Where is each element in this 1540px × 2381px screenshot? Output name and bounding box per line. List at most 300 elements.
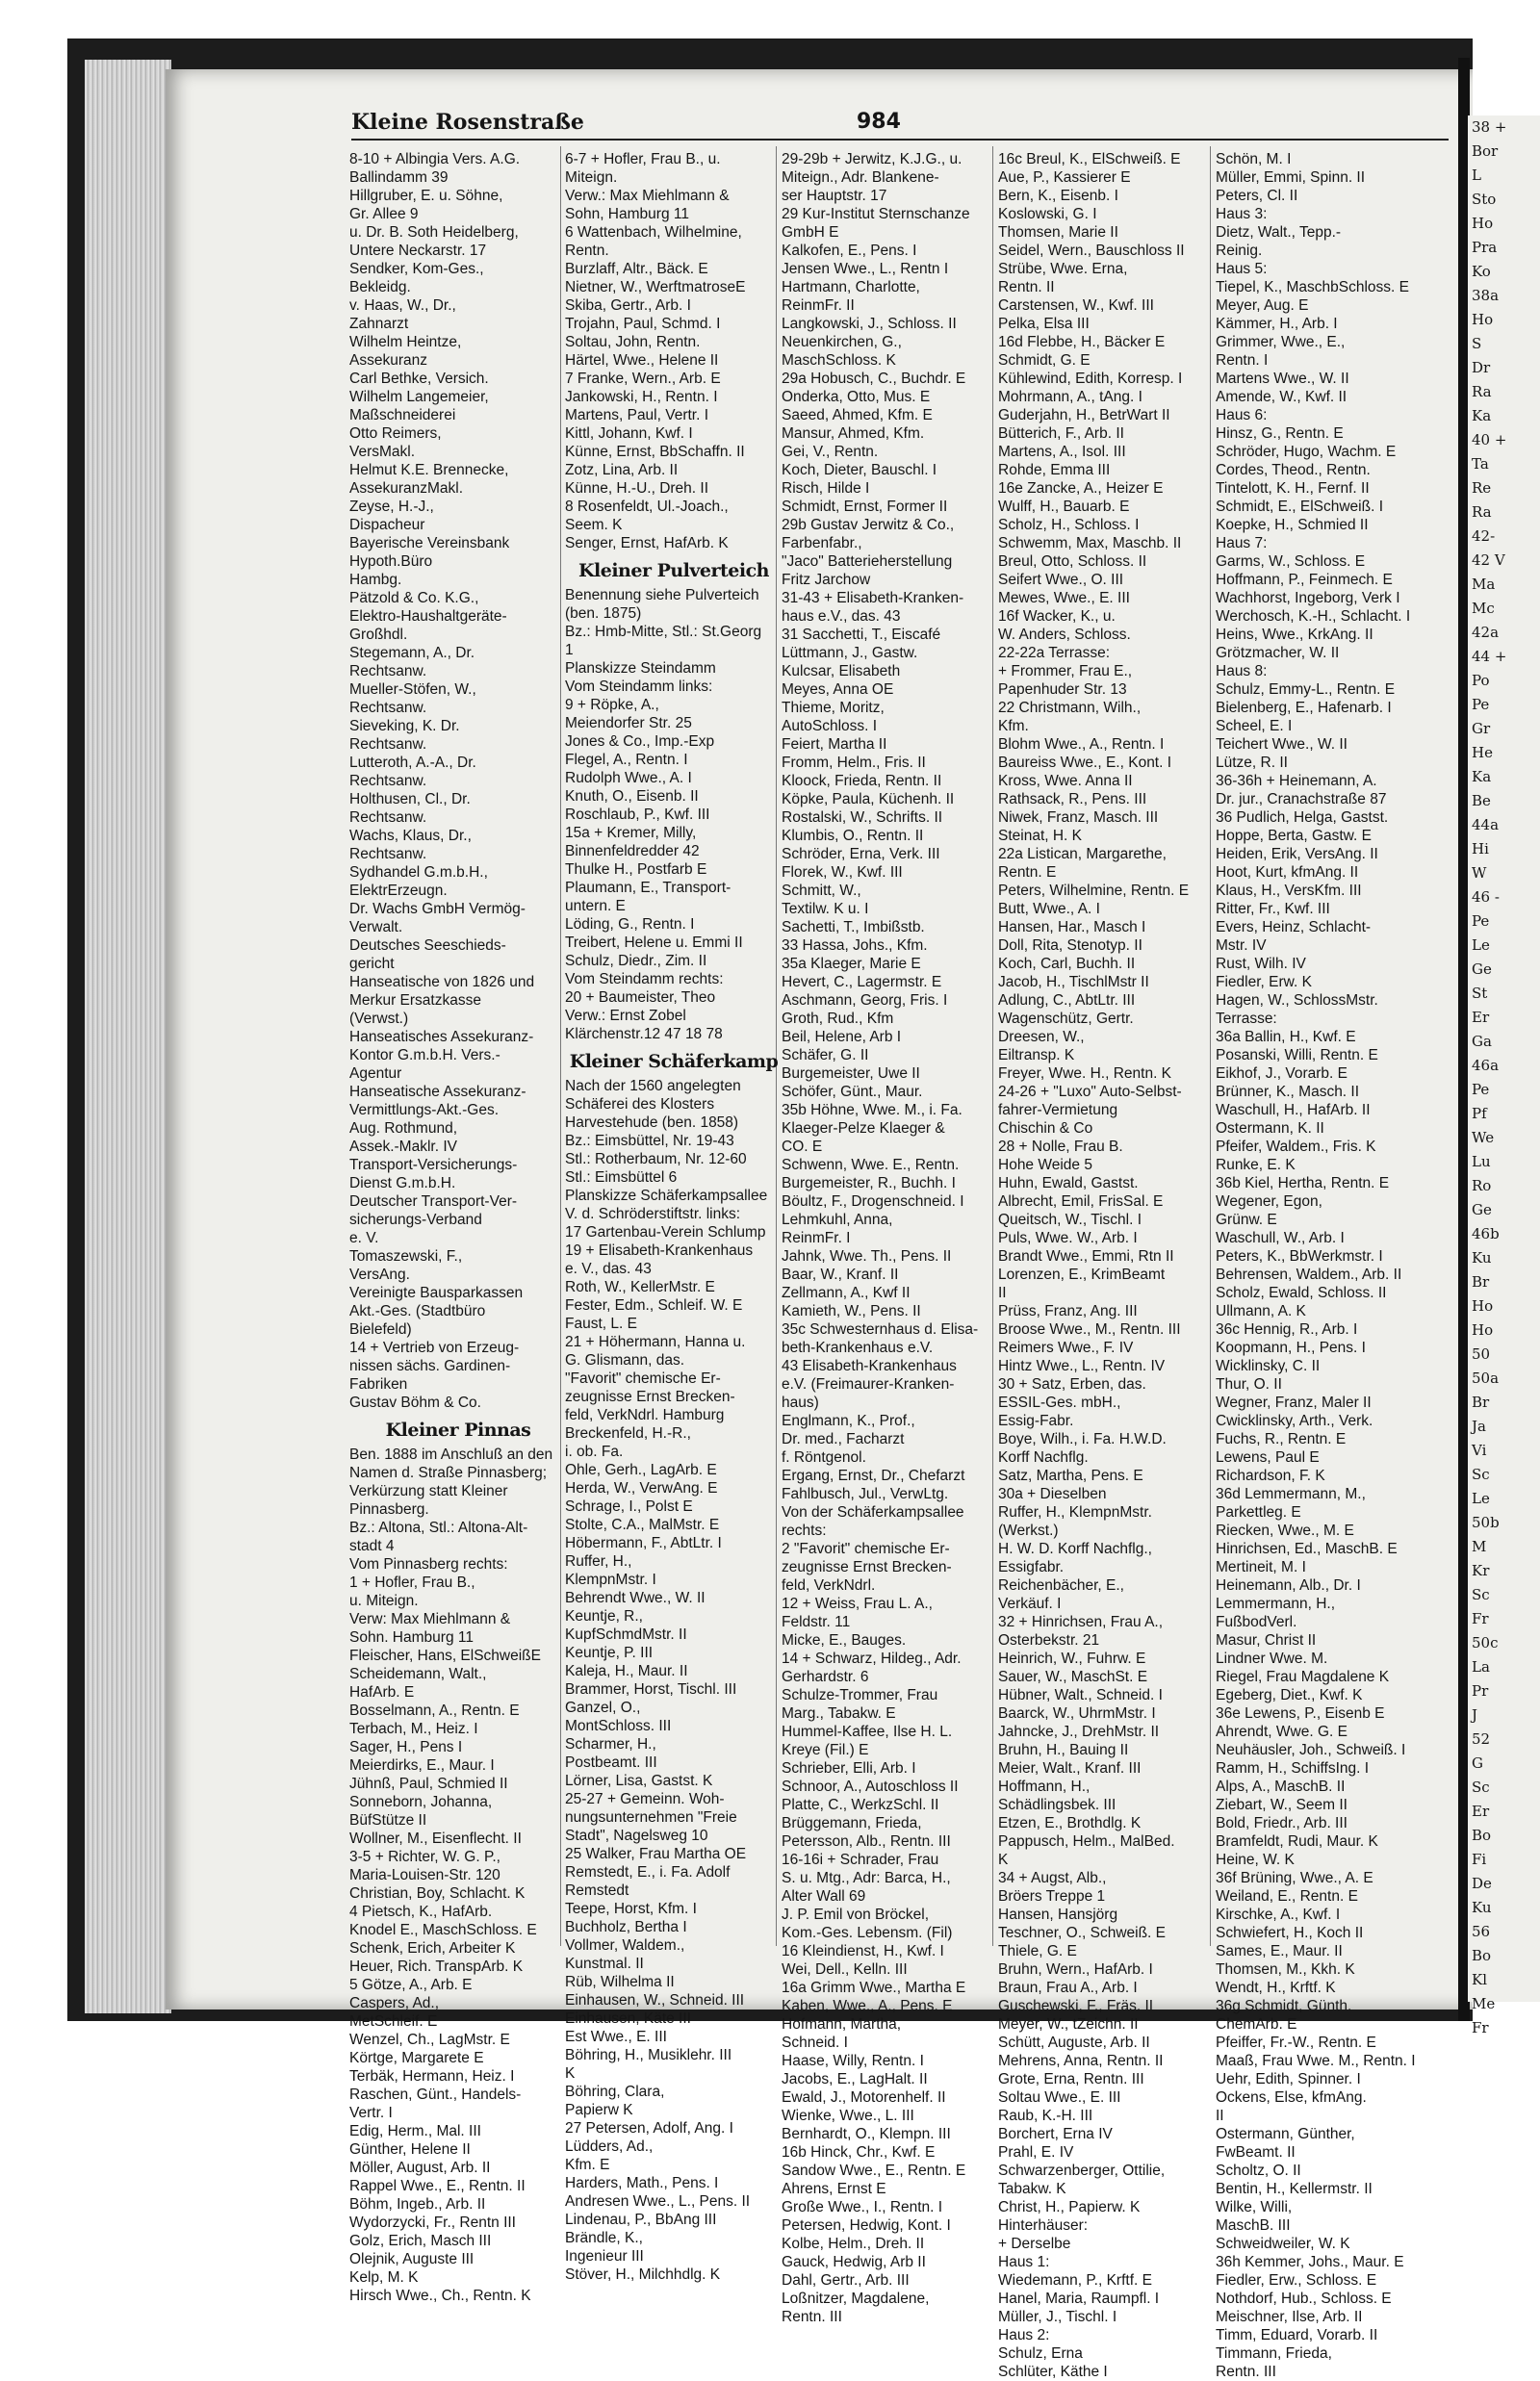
directory-entry: Elektro-Haushaltgeräte- [349, 608, 507, 625]
directory-entry: Garms, W., Schloss. E [1216, 553, 1366, 570]
directory-entry: Teepe, Horst, Kfm. I [565, 1901, 697, 1917]
directory-entry: Schröder, Hugo, Wachm. E [1216, 444, 1397, 460]
directory-entry: Schulz, Diedr., Zim. II [565, 953, 707, 969]
directory-entry: Hagen, W., SchlossMstr. [1216, 992, 1378, 1009]
directory-entry: Keuntje, R., [565, 1608, 643, 1625]
directory-entry: Schäferei des Klosters [565, 1096, 715, 1113]
directory-entry: Hirsch Wwe., Ch., Rentn. K [349, 2288, 531, 2304]
directory-entry: Ballindamm 39 [349, 169, 449, 186]
next-page-fragment: Ge [1472, 960, 1492, 978]
directory-entry: Sager, H., Pens I [349, 1739, 463, 1755]
directory-entry: 16 Kleindienst, H., Kwf. I [782, 1943, 944, 1959]
next-page-fragment: G [1472, 1754, 1483, 1772]
next-page-fragment: Pe [1472, 1081, 1490, 1098]
directory-entry: Stolte, C.A., MalMstr. E [565, 1517, 720, 1533]
next-page-fragment: Er [1472, 1803, 1490, 1820]
directory-entry: Bz.: Altona, Stl.: Altona-Alt- [349, 1520, 528, 1536]
directory-entry: Egeberg, Diet., Kwf. K [1216, 1687, 1363, 1703]
directory-entry: Koslowski, G. I [998, 206, 1097, 222]
directory-entry: Fahlbusch, Jul., VerwLtg. [782, 1486, 949, 1502]
directory-entry: Heine, W. K [1216, 1852, 1295, 1868]
directory-entry: Riecken, Wwe., M. E [1216, 1523, 1354, 1539]
directory-entry: Dietz, Walt., Tepp.- [1216, 224, 1342, 241]
directory-entry: Hoppe, Berta, Gastw. E [1216, 828, 1372, 844]
directory-entry: Breul, Otto, Schloss. II [998, 553, 1147, 570]
directory-entry: Riegel, Frau Magdalene K [1216, 1669, 1390, 1685]
directory-entry: 24-26 + "Luxo" Auto-Selbst- [998, 1084, 1182, 1100]
directory-entry: Hübner, Walt., Schneid. I [998, 1687, 1163, 1703]
directory-entry: Seidel, Wern., Bauschloss II [998, 243, 1185, 259]
directory-entry: 36 Pudlich, Helga, Gastst. [1216, 809, 1389, 826]
directory-entry: Rechtsanw. [349, 846, 427, 862]
directory-entry: W. Anders, Schloss. [998, 627, 1131, 643]
next-page-fragment: Ge [1472, 1201, 1492, 1218]
directory-entry: Parkettleg. E [1216, 1504, 1301, 1521]
directory-entry: Körtge, Margarete E [349, 2050, 484, 2066]
directory-entry: Koch, Carl, Buchh. II [998, 956, 1136, 972]
directory-entry: Planskizze Schäferkampsallee [565, 1188, 768, 1204]
directory-entry: Rudolph Wwe., A. I [565, 770, 692, 786]
directory-entry: Treibert, Helene u. Emmi II [565, 934, 743, 951]
directory-entry: Breckenfeld, H.-R., [565, 1425, 691, 1442]
directory-entry: Meierdirks, E., Maur. I [349, 1757, 495, 1774]
directory-entry: Vom Pinnasberg rechts: [349, 1556, 508, 1573]
directory-entry: e. V., das. 43 [565, 1261, 652, 1277]
directory-entry: Cwicklinsky, Arth., Verk. [1216, 1413, 1373, 1429]
next-page-fragment: Fr [1472, 1610, 1489, 1627]
directory-entry: Ohle, Gerh., LagArb. E [565, 1462, 717, 1478]
directory-entry: Vertr. I [349, 2105, 393, 2121]
directory-entry: 16d Flebbe, H., Bäcker E [998, 334, 1166, 350]
directory-entry: 36-36h + Heinemann, A. [1216, 773, 1377, 789]
next-page-fragment: Pe [1472, 912, 1490, 930]
next-page-fragment: Le [1472, 936, 1490, 954]
directory-entry: Lemmermann, H., [1216, 1596, 1336, 1612]
directory-entry: Dahl, Gertr., Arb. III [782, 2272, 910, 2289]
directory-entry: Dr. Wachs GmbH Vermög- [349, 901, 526, 917]
directory-entry: 8-10 + Albingia Vers. A.G. [349, 151, 521, 167]
directory-entry: 7 Franke, Wern., Arb. E [565, 371, 721, 387]
directory-entry: Peters, Wilhelmine, Rentn. E [998, 883, 1190, 899]
directory-entry: Rechtsanw. [349, 663, 427, 679]
next-page-fragment: Vi [1472, 1442, 1487, 1459]
directory-entry: Peters, Cl. II [1216, 188, 1298, 204]
directory-entry: Sohn, Hamburg 11 [565, 206, 689, 222]
directory-entry: Kfm. [998, 718, 1029, 734]
directory-entry: 36h Kemmer, Johs., Maur. E [1216, 2254, 1404, 2270]
directory-entry: Brüggemann, Frieda, [782, 1815, 922, 1831]
directory-entry: Stöver, H., Milchhdlg. K [565, 2266, 721, 2283]
directory-entry: Boye, Wilh., i. Fa. H.W.D. [998, 1431, 1167, 1447]
directory-entry: Kloock, Frieda, Rentn. II [782, 773, 942, 789]
directory-entry: Verkäuf. I [998, 1596, 1062, 1612]
directory-entry: Helmut K.E. Brennecke, [349, 462, 509, 478]
directory-entry: Scharmer, H., [565, 1736, 656, 1753]
directory-entry: Assekuranz [349, 352, 427, 369]
directory-entry: Raschen, Günt., Handels- [349, 2087, 522, 2103]
directory-entry: Prüss, Franz, Ang. III [998, 1303, 1138, 1319]
directory-entry: Bold, Friedr., Arb. III [1216, 1815, 1348, 1831]
directory-entry: Meier, Walt., Kranf. III [998, 1760, 1142, 1777]
directory-entry: Soltau Wwe., E. III [998, 2089, 1121, 2106]
directory-entry: 5 Götze, A., Arb. E [349, 1977, 473, 1993]
directory-entry: Böultz, F., Drogenschneid. I [782, 1193, 964, 1210]
directory-entry: VersMakl. [349, 444, 416, 460]
directory-entry: Stl.: Rotherbaum, Nr. 12-60 [565, 1151, 747, 1167]
directory-entry: stadt 4 [349, 1538, 395, 1554]
directory-entry: Thomsen, M., Kkh. K [1216, 1961, 1355, 1978]
next-page-fragment: Pf [1472, 1105, 1487, 1122]
directory-entry: Ockens, Else, kfmAng. [1216, 2089, 1367, 2106]
directory-entry: Vom Steindamm rechts: [565, 971, 724, 987]
directory-entry: Mertineit, M. I [1216, 1559, 1306, 1575]
directory-entry: Tiepel, K., MaschbSchloss. E [1216, 279, 1410, 295]
next-page-fragment: Ra [1472, 503, 1492, 521]
directory-entry: Fromm, Helm., Fris. II [782, 755, 926, 771]
directory-entry: Teichert Wwe., W. II [1216, 736, 1348, 753]
directory-entry: Brandt Wwe., Emmi, Rtn II [998, 1248, 1174, 1265]
directory-entry: Akt.-Ges. (Stadtbüro [349, 1303, 486, 1319]
next-page-fragment: Ja [1472, 1418, 1486, 1435]
directory-entry: Miteign. [565, 169, 618, 186]
directory-entry: e. V. [349, 1230, 379, 1246]
directory-entry: 16c Breul, K., ElSchweiß. E [998, 151, 1181, 167]
directory-entry: 35a Klaeger, Marie E [782, 956, 921, 972]
directory-entry: Reinig. [1216, 243, 1263, 259]
directory-entry: Kittl, Johann, Kwf. I [565, 425, 693, 442]
directory-entry: Sames, E., Maur. II [1216, 1943, 1343, 1959]
directory-entry: Köpke, Paula, Küchenh. II [782, 791, 955, 807]
next-page-fragment: 50 [1472, 1345, 1491, 1363]
next-page-fragment: Dr [1472, 359, 1491, 376]
directory-entry: Alps, A., MaschB. II [1216, 1779, 1346, 1795]
directory-entry: Trojahn, Paul, Schmd. I [565, 316, 721, 332]
directory-entry: Möller, August, Arb. II [349, 2160, 491, 2176]
directory-entry: Olejnik, Auguste III [349, 2251, 475, 2267]
directory-entry: Planskizze Steindamm [565, 660, 716, 677]
directory-entry: Hanseatische von 1826 und [349, 974, 535, 990]
directory-entry: Englmann, K., Prof., [782, 1413, 915, 1429]
directory-entry: Jühnß, Paul, Schmied II [349, 1776, 508, 1792]
next-page-fragment: Re [1472, 479, 1492, 497]
directory-entry: Maria-Louisen-Str. 120 [349, 1867, 500, 1883]
directory-entry: Onderka, Otto, Mus. E [782, 389, 931, 405]
directory-entry: Guderjahn, H., BetrWart II [998, 407, 1170, 423]
directory-entry: i. ob. Fa. [565, 1444, 624, 1460]
directory-entry: Kaben, Wwe., A., Pens. E [782, 1998, 953, 2014]
directory-column-1 [349, 150, 567, 2305]
directory-entry: f. Röntgenol. [782, 1449, 866, 1466]
directory-column-5 [1216, 150, 1437, 2381]
directory-entry: Bern, K., Eisenb. I [998, 188, 1118, 204]
next-page-fragment: Hi [1472, 840, 1489, 858]
directory-entry: 6 Wattenbach, Wilhelmine, [565, 224, 742, 241]
directory-entry: Ergang, Ernst, Dr., Chefarzt [782, 1468, 965, 1484]
next-page-fragment: Ra [1472, 383, 1492, 400]
directory-entry: Kross, Wwe. Anna II [998, 773, 1133, 789]
directory-entry: Harvestehude (ben. 1858) [565, 1114, 739, 1131]
directory-entry: ser Hauptstr. 17 [782, 188, 887, 204]
next-page-fragment: 46a [1472, 1057, 1500, 1074]
directory-entry: Est Wwe., E. III [565, 2029, 667, 2045]
directory-entry: Huhn, Ewald, Gastst. [998, 1175, 1139, 1191]
directory-entry: Kom.-Ges. Lebensm. (Fil) [782, 1925, 953, 1941]
next-page-fragment: Br [1472, 1394, 1490, 1411]
directory-entry: Martens Wwe., W. II [1216, 371, 1349, 387]
directory-entry: Bielefeld) [349, 1321, 412, 1338]
next-page-fragment: Be [1472, 792, 1491, 809]
directory-entry: Jones & Co., Imp.-Exp [565, 733, 715, 750]
directory-entry: Dispacheur [349, 517, 425, 533]
directory-column-2 [565, 150, 783, 2284]
directory-entry: Grote, Erna, Rentn. III [998, 2071, 1144, 2087]
directory-entry: 22a Listican, Margarethe, [998, 846, 1167, 862]
directory-entry: Fleischer, Hans, ElSchweißE [349, 1648, 541, 1664]
directory-entry: Thieme, Moritz, [782, 700, 885, 716]
next-page-fragment: St [1472, 985, 1488, 1002]
directory-entry: Schlüter, Käthe I [998, 2364, 1108, 2380]
directory-entry: Hintz Wwe., L., Rentn. IV [998, 1358, 1166, 1374]
directory-entry: Rentn. III [782, 2309, 842, 2325]
directory-entry: 21 + Höhermann, Hanna u. [565, 1334, 746, 1350]
directory-entry: Hillgruber, E. u. Söhne, [349, 188, 503, 204]
next-page-fragment: Ka [1472, 407, 1492, 424]
directory-entry: Kühlewind, Edith, Korresp. I [998, 371, 1183, 387]
directory-entry: Hansen, Hansjörg [998, 1907, 1118, 1923]
directory-entry: Sydhandel G.m.b.H., [349, 864, 488, 881]
directory-entry: Satz, Martha, Pens. E [998, 1468, 1143, 1484]
directory-entry: Fuchs, R., Rentn. E [1216, 1431, 1347, 1447]
directory-entry: Lewens, Paul E [1216, 1449, 1320, 1466]
directory-entry: Vom Steindamm links: [565, 678, 713, 695]
directory-entry: Weiland, E., Rentn. E [1216, 1888, 1358, 1905]
directory-entry: Kolbe, Helm., Dreh. II [782, 2236, 925, 2252]
directory-entry: Nach der 1560 angelegten [565, 1078, 741, 1094]
directory-entry: 30a + Dieselben [998, 1486, 1107, 1502]
directory-entry: Papierw K [565, 2102, 633, 2118]
next-page-fragment: 56 [1472, 1923, 1491, 1940]
directory-entry: Haus 8: [1216, 663, 1268, 679]
directory-entry: Hambg. [349, 572, 402, 588]
directory-entry: Künne, H.-U., Dreh. II [565, 480, 709, 497]
directory-entry: Faust, L. E [565, 1316, 637, 1332]
directory-entry: Ahrendt, Wwe. G. E [1216, 1724, 1348, 1740]
directory-entry: Günther, Helene II [349, 2141, 471, 2158]
directory-entry: Fabriken [349, 1376, 408, 1393]
directory-entry: Martens, A., Isol. III [998, 444, 1126, 460]
next-page-fragment: Sc [1472, 1586, 1490, 1603]
directory-entry: Sonneborn, Johanna, [349, 1794, 493, 1810]
next-page-fragment: Ko [1472, 263, 1491, 280]
directory-entry: Müller, J., Tischl. I [998, 2309, 1117, 2325]
directory-entry: Wegner, Franz, Maler II [1216, 1395, 1372, 1411]
directory-entry: Müller, Emmi, Spinn. II [1216, 169, 1366, 186]
directory-entry: Fritz Jarchow [782, 572, 871, 588]
directory-entry: Untere Neckarstr. 17 [349, 243, 487, 259]
directory-entry: Lörner, Lisa, Gastst. K [565, 1773, 713, 1789]
directory-entry: Burzlaff, Altr., Bäck. E [565, 261, 708, 277]
directory-entry: Loßnitzer, Magdalene, [782, 2291, 930, 2307]
directory-entry: 14 + Schwarz, Hildeg., Adr. [782, 1651, 962, 1667]
directory-entry: Hevert, C., Lagermstr. E [782, 974, 942, 990]
directory-entry: zeugnisse Ernst Brecken- [782, 1559, 952, 1575]
directory-entry: Remstedt [565, 1882, 629, 1899]
directory-entry: Schnoor, A., Autoschloss II [782, 1779, 959, 1795]
directory-entry: Koepke, H., Schmied II [1216, 517, 1369, 533]
directory-entry: Schulze-Trommer, Frau [782, 1687, 938, 1703]
directory-entry: Mehrens, Anna, Rentn. II [998, 2053, 1164, 2069]
directory-entry: Binnenfeldredder 42 [565, 843, 700, 859]
directory-entry: Hoot, Kurt, kfmAng. II [1216, 864, 1359, 881]
directory-entry: Thur, O. II [1216, 1376, 1282, 1393]
directory-entry: Schmitt, W., [782, 883, 861, 899]
directory-entry: Dr. jur., Cranachstraße 87 [1216, 791, 1387, 807]
directory-entry: Keuntje, P. III [565, 1645, 654, 1661]
directory-entry: Bielenberg, E., Hafenarb. I [1216, 700, 1392, 716]
directory-entry: Hoffmann, P., Feinmech. E [1216, 572, 1393, 588]
directory-entry: Wicklinsky, C. II [1216, 1358, 1321, 1374]
directory-entry: Rappel Wwe., E., Rentn. II [349, 2178, 526, 2194]
directory-entry: Baureiss Wwe., E., Kont. I [998, 755, 1172, 771]
directory-entry: Tintelott, K. H., Fernf. II [1216, 480, 1370, 497]
directory-column-4 [998, 150, 1216, 2381]
directory-entry: Gauck, Hedwig, Arb II [782, 2254, 926, 2270]
directory-entry: Mewes, Wwe., E. III [998, 590, 1130, 606]
directory-entry: Ben. 1888 im Anschluß an den [349, 1447, 553, 1463]
directory-entry: Masur, Christ II [1216, 1632, 1317, 1649]
directory-entry: Sendker, Kom-Ges., [349, 261, 484, 277]
directory-entry: 36c Hennig, R., Arb. I [1216, 1321, 1358, 1338]
directory-entry: Edig, Herm., Mal. III [349, 2123, 481, 2139]
directory-entry: Platte, C., WerkzSchl. II [782, 1797, 939, 1813]
directory-entry: feld, VerkNdrl. Hamburg [565, 1407, 725, 1423]
directory-entry: Strübe, Wwe. Erna, [998, 261, 1128, 277]
directory-entry: Schön, M. I [1216, 151, 1292, 167]
directory-entry: Rostalski, W., Schrifts. II [782, 809, 943, 826]
directory-entry: Ullmann, A. K [1216, 1303, 1306, 1319]
directory-entry: 3-5 + Richter, W. G. P., [349, 1849, 500, 1865]
directory-entry: Wegener, Egon, [1216, 1193, 1322, 1210]
directory-entry: Schulz, Emmy-L., Rentn. E [1216, 681, 1396, 698]
directory-entry: Baarck, W., UhrmMstr. I [998, 1705, 1156, 1722]
directory-entry: haus e.V., das. 43 [782, 608, 901, 625]
directory-entry: Dr. med., Facharzt [782, 1431, 905, 1447]
directory-entry: Wydorzycki, Fr., Rentn III [349, 2215, 516, 2231]
directory-entry: Hanel, Maria, Raumpfl. I [998, 2291, 1160, 2307]
next-page-fragment: We [1472, 1129, 1495, 1146]
directory-entry: Schmidt, G. E [998, 352, 1091, 369]
directory-entry: Chischin & Co [998, 1120, 1093, 1137]
directory-entry: Haus 1: [998, 2254, 1050, 2270]
directory-entry: Wiedemann, P., Krftf. E [998, 2272, 1152, 2289]
directory-entry: ESSIL-Ges. mbH., [998, 1395, 1121, 1411]
directory-entry: CO. E [782, 1139, 823, 1155]
directory-entry: Haus 7: [1216, 535, 1268, 551]
directory-entry: Christ, H., Papierw. K [998, 2199, 1141, 2215]
directory-entry: MetSchleif. E [349, 2013, 438, 2030]
directory-entry: Klumbis, O., Rentn. II [782, 828, 924, 844]
directory-entry: Bruhn, H., Bauing II [998, 1742, 1129, 1758]
directory-entry: HafArb. E [349, 1684, 415, 1701]
directory-entry: Sandow Wwe., E., Rentn. E [782, 2163, 966, 2179]
directory-entry: Beil, Helene, Arb I [782, 1029, 902, 1045]
next-page-fragment: W [1472, 864, 1487, 882]
next-page-fragment: Sc [1472, 1779, 1490, 1796]
directory-entry: 1 [565, 642, 574, 658]
directory-entry: Schrage, I., Polst E [565, 1498, 693, 1515]
directory-entry: Terbäk, Hermann, Heiz. I [349, 2068, 515, 2085]
directory-entry: Guschewski, F., Fräs. II [998, 1998, 1154, 2014]
directory-entry: 31 Sacchetti, T., Eiscafé [782, 627, 941, 643]
directory-entry: Amende, W., Kwf. II [1216, 389, 1348, 405]
directory-entry: Ramm, H., SchiffsIng. I [1216, 1760, 1370, 1777]
directory-entry: Zotz, Lina, Arb. II [565, 462, 679, 478]
next-page-fragment: 46 - [1472, 888, 1500, 906]
directory-entry: Essigfabr. [998, 1559, 1065, 1575]
directory-entry: 22 Christmann, Wilh., [998, 700, 1142, 716]
directory-entry: Schütt, Auguste, Arb. II [998, 2035, 1150, 2051]
directory-entry: Wachhorst, Ingeborg, Verk I [1216, 590, 1400, 606]
directory-entry: Schweidweiler, W. K [1216, 2236, 1350, 2252]
directory-entry: 30 + Satz, Erben, das. [998, 1376, 1146, 1393]
directory-entry: Textilw. K u. I [782, 901, 869, 917]
directory-entry: Sohn. Hamburg 11 [349, 1629, 474, 1646]
directory-entry: Bütterich, F., Arb. II [998, 425, 1124, 442]
directory-entry: 33 Hassa, Johs., Kfm. [782, 937, 928, 954]
next-page-fragment: Bo [1472, 1947, 1492, 1964]
directory-entry: 36g Schmidt, Günth. [1216, 1998, 1352, 2014]
directory-entry: Höbermann, F., AbtLtr. I [565, 1535, 722, 1551]
next-page-fragment: Kl [1472, 1971, 1488, 1988]
directory-entry: Waschull, W., Arb. I [1216, 1230, 1345, 1246]
directory-entry: Kaleja, H., Maur. II [565, 1663, 688, 1679]
directory-entry: Ahrens, Ernst E [782, 2181, 886, 2197]
directory-entry: Neuhäusler, Joh., Schweiß. I [1216, 1742, 1406, 1758]
directory-entry: Böhring, H., Musiklehr. III [565, 2047, 732, 2063]
directory-entry: Heinemann, Alb., Dr. I [1216, 1577, 1361, 1594]
directory-entry: Hummel-Kaffee, Ilse H. L. [782, 1724, 953, 1740]
directory-entry: 16-16i + Schrader, Frau [782, 1852, 939, 1868]
directory-entry: Albrecht, Emil, FrisSal. E [998, 1193, 1164, 1210]
directory-entry: Roth, W., KellerMstr. E [565, 1279, 715, 1295]
directory-entry: Assek.-Maklr. IV [349, 1139, 457, 1155]
directory-entry: Korff Nachflg. [998, 1449, 1089, 1466]
next-page-fragment: Fr [1472, 2019, 1489, 2036]
directory-entry: 22-22a Terrasse: [998, 645, 1111, 661]
directory-entry: Koopmann, H., Pens. I [1216, 1340, 1366, 1356]
directory-entry: Hohe Weide 5 [998, 1157, 1092, 1173]
directory-entry: Plaumann, E., Transport- [565, 880, 732, 896]
directory-entry: Golz, Erich, Masch III [349, 2233, 492, 2249]
directory-entry: Deutsches Seeschieds- [349, 937, 506, 954]
directory-entry: Eiltransp. K [998, 1047, 1075, 1063]
directory-entry: 29 Kur-Institut Sternschanze [782, 206, 970, 222]
next-page-fragment: Ho [1472, 215, 1494, 232]
directory-entry: Feldstr. 11 [782, 1614, 851, 1630]
next-page-fragment: 50c [1472, 1634, 1499, 1651]
directory-entry: Butt, Wwe., A. I [998, 901, 1100, 917]
directory-entry: Knuth, O., Eisenb. II [565, 788, 699, 805]
next-page-fragment: Sc [1472, 1466, 1490, 1483]
directory-entry: Maßschneiderei [349, 407, 456, 423]
directory-entry: Rechtsanw. [349, 700, 427, 716]
directory-entry: Borchert, Erna IV [998, 2126, 1113, 2142]
directory-entry: Andresen Wwe., L., Pens. II [565, 2193, 751, 2210]
directory-entry: Transport-Versicherungs- [349, 1157, 518, 1173]
directory-entry: Gustav Böhm & Co. [349, 1395, 481, 1411]
directory-entry: Verw.: Max Miehlmann & [565, 188, 730, 204]
next-page-fragment: Po [1472, 672, 1490, 689]
